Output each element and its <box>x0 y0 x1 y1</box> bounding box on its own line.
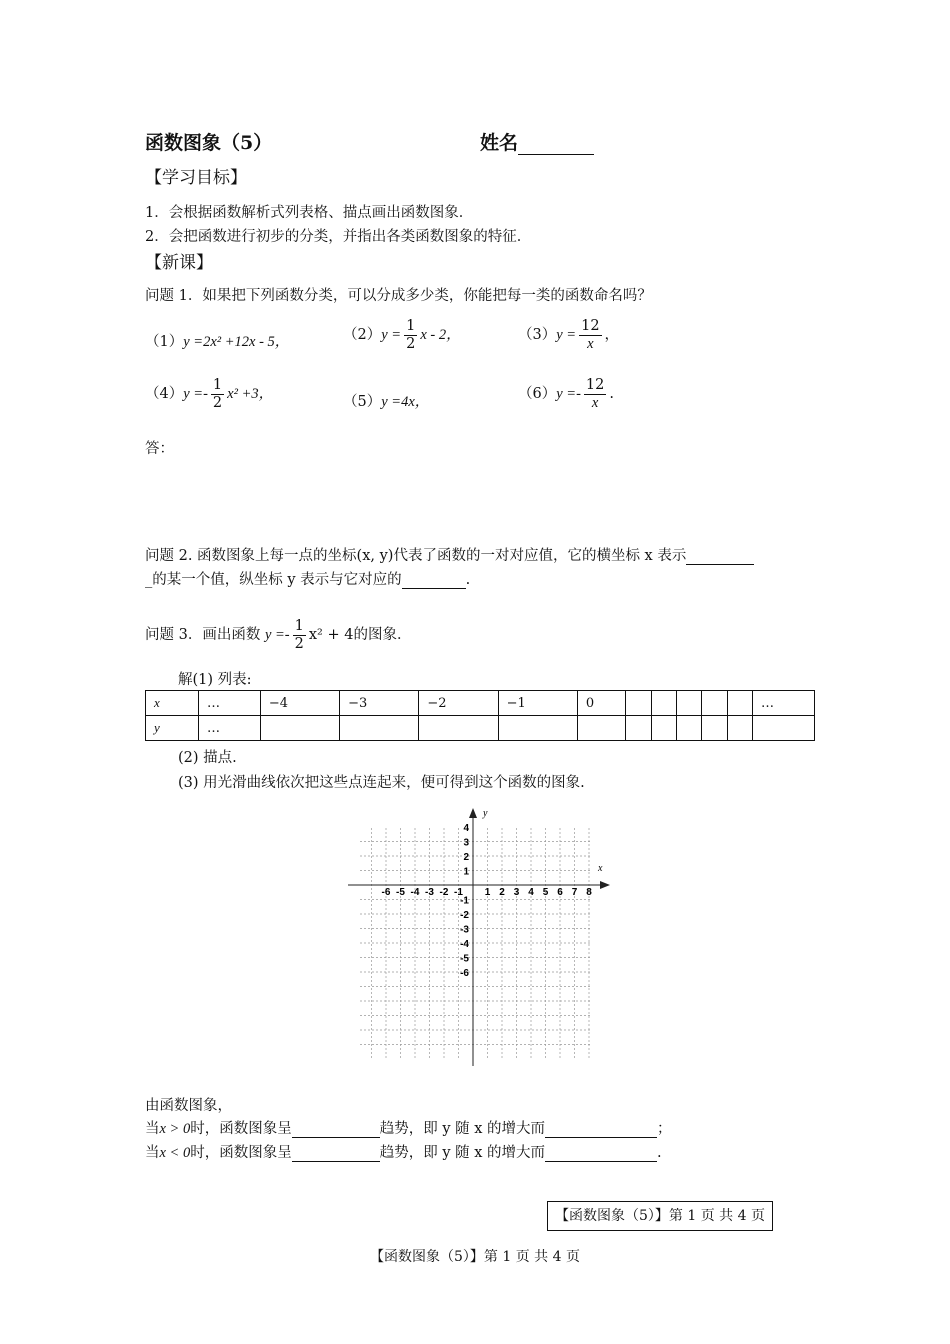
table-cell[interactable] <box>498 716 577 741</box>
q1-answer-label: 答： <box>145 441 174 457</box>
function-6: （6）y =- $\frac{12}{x}$ . <box>518 377 614 411</box>
table-cell[interactable] <box>419 716 498 741</box>
function-3: （3）y = $\frac{12}{x}$ ， <box>518 318 620 352</box>
table-cell[interactable] <box>626 691 651 716</box>
table-cell[interactable] <box>651 691 676 716</box>
table-cell[interactable] <box>677 691 702 716</box>
q2-line-2: _的某一个值，纵坐标 y 表示与它对应的 . <box>145 572 471 588</box>
table-cell[interactable]: … <box>199 691 261 716</box>
x-tick-label: -5 <box>396 887 405 898</box>
table-cell[interactable] <box>727 716 752 741</box>
y-tick-label: 1 <box>463 866 469 878</box>
x-tick-label: 7 <box>571 887 578 898</box>
x-tick-label: 1 <box>484 887 491 898</box>
q1-prompt: 问题 1．如果把下列函数分类，可以分成多少类，你能把每一类的函数命名吗？ <box>145 288 652 304</box>
trend-blank-1[interactable] <box>292 1121 380 1138</box>
x-tick-label: 3 <box>513 887 520 898</box>
q2-line-1: 问题 2. 函数图象上每一点的坐标(x, y)代表了函数的一对对应值，它的横坐标 x 表示 <box>145 544 754 565</box>
table-cell[interactable] <box>651 716 676 741</box>
goal-item-2: 2．会把函数进行初步的分类，并指出各类函数图象的特征． <box>145 229 532 245</box>
goals-heading: 【学习目标】 <box>145 168 247 188</box>
new-lesson-heading: 【新课】 <box>145 253 213 273</box>
function-1: （1）y =2x² +12x - 5， <box>145 334 290 350</box>
x-tick-label: -2 <box>439 887 449 898</box>
x-tick-label: 8 <box>586 887 592 898</box>
q2-blank-2[interactable] <box>402 572 466 589</box>
x-tick-label: -3 <box>425 887 434 898</box>
x-tick-label: 4 <box>528 887 534 898</box>
function-2: （2）y = $\frac{1}{2}$ x - 2， <box>343 318 461 352</box>
value-table <box>145 690 815 741</box>
table-cell[interactable] <box>626 716 651 741</box>
y-tick-label: -1 <box>460 895 469 907</box>
x-tick-label: 2 <box>499 887 505 898</box>
conclusion-line-1: 当x > 0时，函数图象呈 趋势，即 y 随 x 的增大而 ； <box>145 1121 672 1137</box>
grid-lines <box>360 828 590 1058</box>
name-blank[interactable] <box>518 132 594 155</box>
table-cell[interactable]: −1 <box>498 691 577 716</box>
table-row-y <box>146 716 815 741</box>
table-cell[interactable] <box>260 716 339 741</box>
q3-step-1: 解(1) 列表: <box>178 672 252 688</box>
y-tick-label: -4 <box>460 939 469 950</box>
x-tick-label: -4 <box>410 887 420 898</box>
coordinate-grid[interactable] <box>340 800 620 1070</box>
page-footer: 【函数图象（5）】第 1 页 共 4 页 <box>370 1249 580 1265</box>
y-axis-label: y <box>483 808 488 819</box>
y-tick-label: 3 <box>463 837 469 849</box>
table-cell[interactable] <box>340 716 419 741</box>
q3-prompt: 问题 3．画出函数 y =- $\frac{1}{2}$ x² + 4的图象． <box>145 618 412 652</box>
footer-box: 【函数图象（5）】第 1 页 共 4 页 <box>547 1201 773 1231</box>
conclusion-line-2: 当x < 0时，函数图象呈 趋势，即 y 随 x 的增大而 . <box>145 1145 662 1161</box>
function-4: （4）y =- $\frac{1}{2}$ x² +3， <box>145 377 274 411</box>
table-header-x: x <box>146 691 199 716</box>
goal-item-1: 1．会根据函数解析式列表格、描点画出函数图象． <box>145 205 474 221</box>
table-cell[interactable] <box>753 716 815 741</box>
table-cell[interactable]: … <box>199 716 261 741</box>
table-cell[interactable]: −2 <box>419 691 498 716</box>
table-cell[interactable]: −3 <box>340 691 419 716</box>
axes <box>348 808 610 1066</box>
change-blank-2[interactable] <box>545 1145 657 1162</box>
table-cell[interactable] <box>702 691 727 716</box>
conclusion-intro: 由函数图象， <box>145 1098 232 1114</box>
table-row-x <box>146 691 815 716</box>
y-tick-label: 2 <box>463 852 469 863</box>
y-tick-label: 4 <box>463 823 469 834</box>
x-tick-label: 6 <box>557 887 563 898</box>
table-header-y: y <box>146 716 199 741</box>
worksheet-title: 函数图象（5） <box>145 132 273 154</box>
y-tick-label: -2 <box>460 910 469 921</box>
trend-blank-2[interactable] <box>292 1145 380 1162</box>
name-field <box>480 128 594 155</box>
x-tick-label: -1 <box>454 887 463 898</box>
x-axis-label: x <box>598 863 603 874</box>
change-blank-1[interactable] <box>545 1121 657 1138</box>
y-tick-label: -3 <box>460 924 469 936</box>
q2-blank-1[interactable] <box>686 548 754 565</box>
table-cell[interactable] <box>702 716 727 741</box>
table-cell[interactable] <box>727 691 752 716</box>
y-tick-label: -6 <box>460 968 469 979</box>
table-cell[interactable]: … <box>753 691 815 716</box>
table-cell[interactable] <box>577 716 626 741</box>
table-cell[interactable]: 0 <box>577 691 626 716</box>
table-cell[interactable]: −4 <box>260 691 339 716</box>
table-cell[interactable] <box>677 716 702 741</box>
q3-step-3: (3) 用光滑曲线依次把这些点连起来，便可得到这个函数的图象. <box>178 775 585 791</box>
x-tick-label: -6 <box>381 887 391 898</box>
q3-step-2: (2) 描点. <box>178 750 237 766</box>
y-tick-label: -5 <box>460 953 469 965</box>
function-5: （5）y =4x， <box>343 394 430 410</box>
x-tick-label: 5 <box>542 887 549 898</box>
name-label: 姓名 <box>480 132 519 154</box>
